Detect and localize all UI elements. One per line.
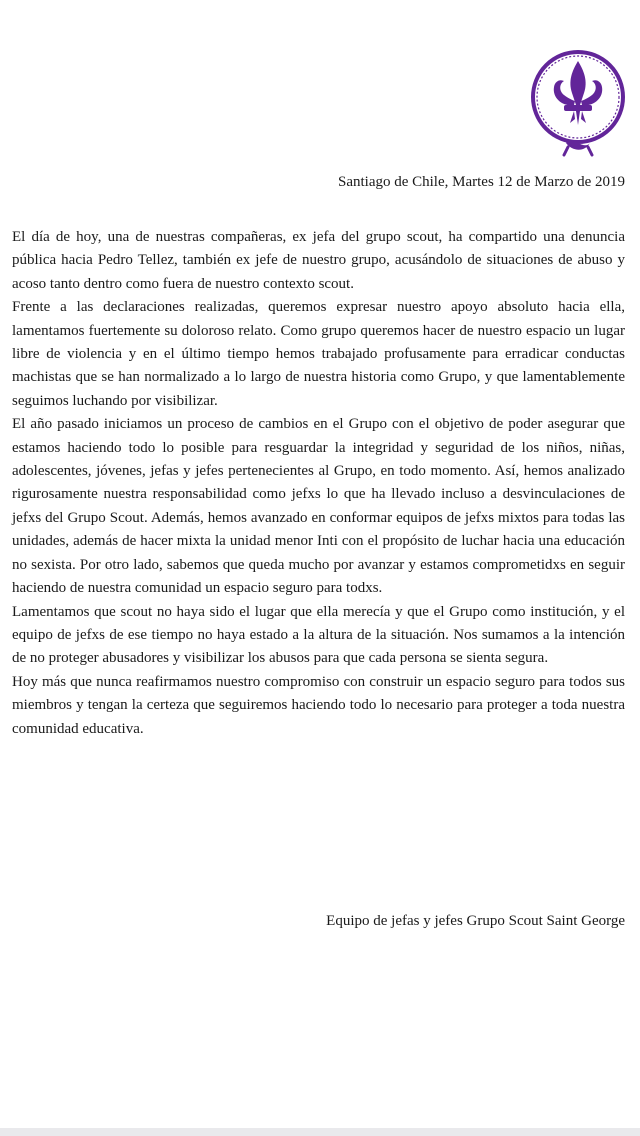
paragraph: Lamentamos que scout no haya sido el lugar que ella merecía y que el Grupo como institución, y el equipo de jefxs de ese tiempo no haya estado a la altura de la situación. Nos sumamos a la intención de no proteger abusadores y visibilizar los abusos para que cada persona se sienta segura. — [12, 603, 625, 667]
bottom-bar — [0, 1128, 640, 1136]
scout-fleur-de-lis-logo — [528, 47, 628, 157]
paragraph: El día de hoy, una de nuestras compañeras, ex jefa del grupo scout, ha compartido una denuncia pública hacia Pedro Tellez, también ex jefe de nuestro grupo, acusándolo de situaciones de abuso y acoso tanto dentro como fuera de nuestro contexto scout. — [12, 229, 625, 292]
paragraph: El año pasado iniciamos un proceso de cambios en el Grupo con el objetivo de poder asegurar que estamos haciendo todo lo posible para resguardar la integridad y seguridad de los niños, niñas, adolescentes, jóvenes, jefas y jefes pertenecientes al Grupo, en todo momento. Así, hemos analizado rigurosamente nuestra responsabilidad como jefxs lo que ha llevado incluso a desvinculaciones de jefxs del Grupo Scout. Además, hemos avanzado en conformar equipos de jefxs mixtos para todas las unidades, además de hacer mixta la unidad menor Inti con el propósito de luchar hacia una educación no sexista. Por otro lado, sabemos que queda mucho por avanzar y estamos comprometidxs en seguir haciendo de nuestra comunidad un espacio seguro para todxs. — [12, 416, 625, 597]
paragraph: Frente a las declaraciones realizadas, queremos expresar nuestro apoyo absoluto hacia ella, lamentamos fuertemente su doloroso relato. Como grupo queremos hacer de nuestro espacio un lugar libre de violencia y en el último tiempo hemos trabajado profusamente para erradicar conductas machistas que se han normalizado a lo largo de nuestra historia como Grupo, y que lamentablemente seguimos luchando por visibilizar. — [12, 299, 625, 409]
signature: Equipo de jefas y jefes Grupo Scout Saint George — [326, 913, 625, 929]
date-line: Santiago de Chile, Martes 12 de Marzo de 2019 — [337, 174, 625, 190]
paragraph: Hoy más que nunca reafirmamos nuestro compromiso con construir un espacio seguro para todos sus miembros y tengan la certeza que seguiremos haciendo todo lo necesario para proteger a toda nuestra comunidad educativa. — [12, 673, 625, 737]
letter-body — [12, 226, 625, 741]
fleur-de-lis-icon — [528, 47, 628, 157]
